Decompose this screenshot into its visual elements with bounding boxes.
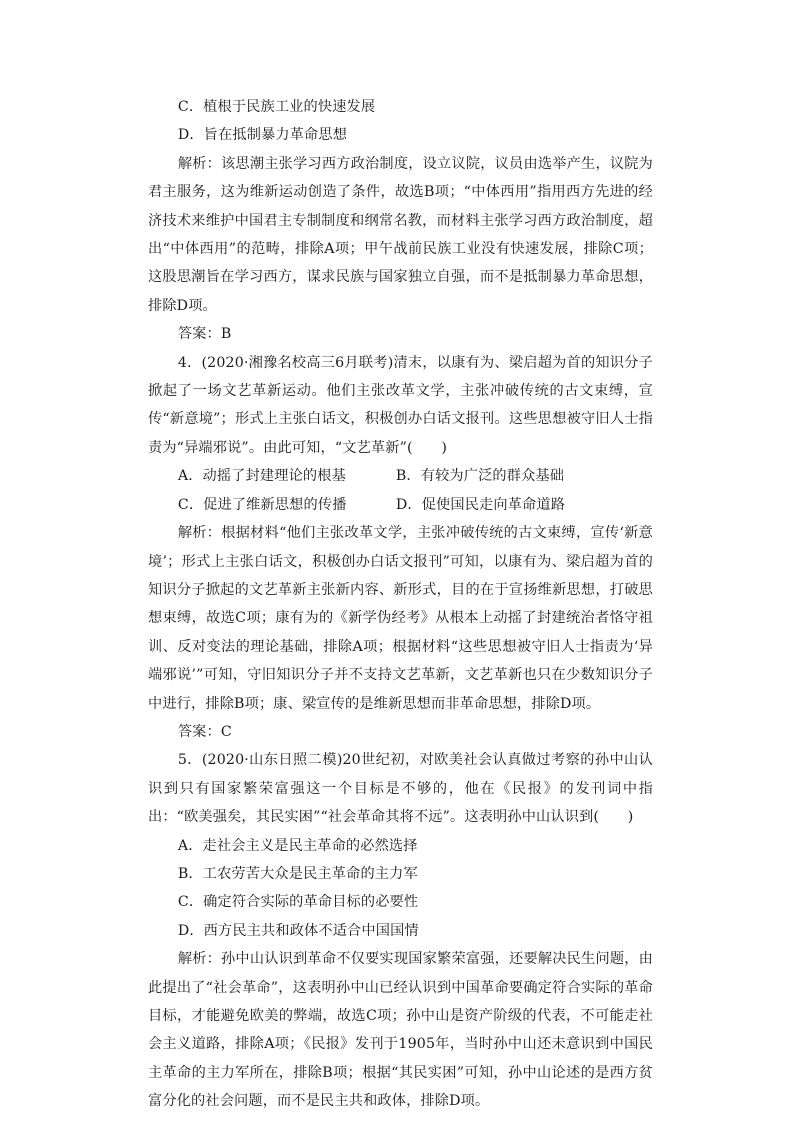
q5-stem: 5．(2020·山东日照二模)20世纪初，对欧美社会认真做过考察的孙中山认识到只有国家繁荣富强这一个目标是不够的，他在《民报》的发刊词中指出：“欧美强矣，其民实困”“社会革命其将不远”。这表明孙中山认识到( ) [148, 752, 653, 826]
q4-option-d: D．促使国民走向革命道路 [395, 496, 566, 513]
q5-option-b: B．工农劳苦大众是民主革命的主力军 [177, 865, 418, 882]
q3-answer: 答案：B [177, 326, 232, 343]
q5-option-d: D．西方民主共和政体不适合中国国情 [177, 922, 419, 939]
q4-answer: 答案：C [177, 723, 232, 740]
q3-option-c: C．植根于民族工业的快速发展 [177, 99, 376, 115]
q4-analysis: 解析：根据材料“他们主张改革文学，主张冲破传统的古文束缚，宣传‘新意境’；形式上主张白话文，积极创办白话文报刊”可知，以康有为、梁启超为首的知识分子掀起的文艺革新主张新内容、新形式，目的在于宣扬维新思想，打破思想束缚，故选C项；康有为的《新学伪经考》从根本上动摇了封建统治者恪守祖训、反对变法的理论基础，排除A项；根据材料“这些思想被守旧人士指责为‘异端邪说’”可知，守旧知识分子并不支持文艺革新，文艺革新也只在少数知识分子中进行，排除B项；康、梁宣传的是维新思想而非革命思想，排除D项。 [148, 525, 653, 712]
q4-option-c: C．促进了维新思想的传播 [177, 496, 347, 513]
q3-option-d: D．旨在抵制暴力革命思想 [177, 127, 348, 144]
q3-analysis: 解析：该思潮主张学习西方政治制度，设立议院，议员由选举产生，议院为君主服务，这为维新运动创造了条件，故选B项；“中体西用”指用西方先进的经济技术来维护中国君主专制制度和纲常名教，而材料主张学习西方政治制度，超出“中体西用”的范畴，排除A项；甲午战前民族工业没有快速发展，排除C项；这股思潮旨在学习西方，谋求民族与国家独立自强，而不是抵制暴力革命思想，排除D项。 [148, 155, 653, 314]
q4-options-row-1 [148, 462, 653, 490]
document-page [148, 93, 653, 1116]
q5-option-a: A．走社会主义是民主革命的必然选择 [177, 837, 418, 854]
q4-option-b: B．有较为广泛的群众基础 [395, 468, 565, 485]
q4-option-a: A．动摇了封建理论的根基 [177, 468, 346, 485]
q5-option-c: C．确定符合实际的革命目标的必要性 [177, 894, 419, 911]
q4-options-row-2 [148, 491, 653, 519]
q4-stem: 4．(2020·湘豫名校高三6月联考)清末，以康有为、梁启超为首的知识分子掀起了一场文艺革新运动。他们主张改革文学，主张冲破传统的古文束缚，宣传“新意境”；形式上主张白话文，积极创办白话文报刊。这些思想被守旧人士指责为“异端邪说”。由此可知，“文艺革新”( ) [148, 354, 653, 456]
q5-analysis: 解析：孙中山认识到革命不仅要实现国家繁荣富强，还要解决民生问题，由此提出了“社会革命”，这表明孙中山已经认识到中国革命要确定符合实际的革命目标，才能避免欧美的弊端，故选C项；孙中山是资产阶级的代表，不可能走社会主义道路，排除A项；《民报》发刊于1905年，当时孙中山还未意识到中国民主革命的主力军所在，排除B项；根据“其民实困”可知，孙中山论述的是西方贫富分化的社会问题，而不是民主共和政体，排除D项。 [148, 951, 653, 1110]
